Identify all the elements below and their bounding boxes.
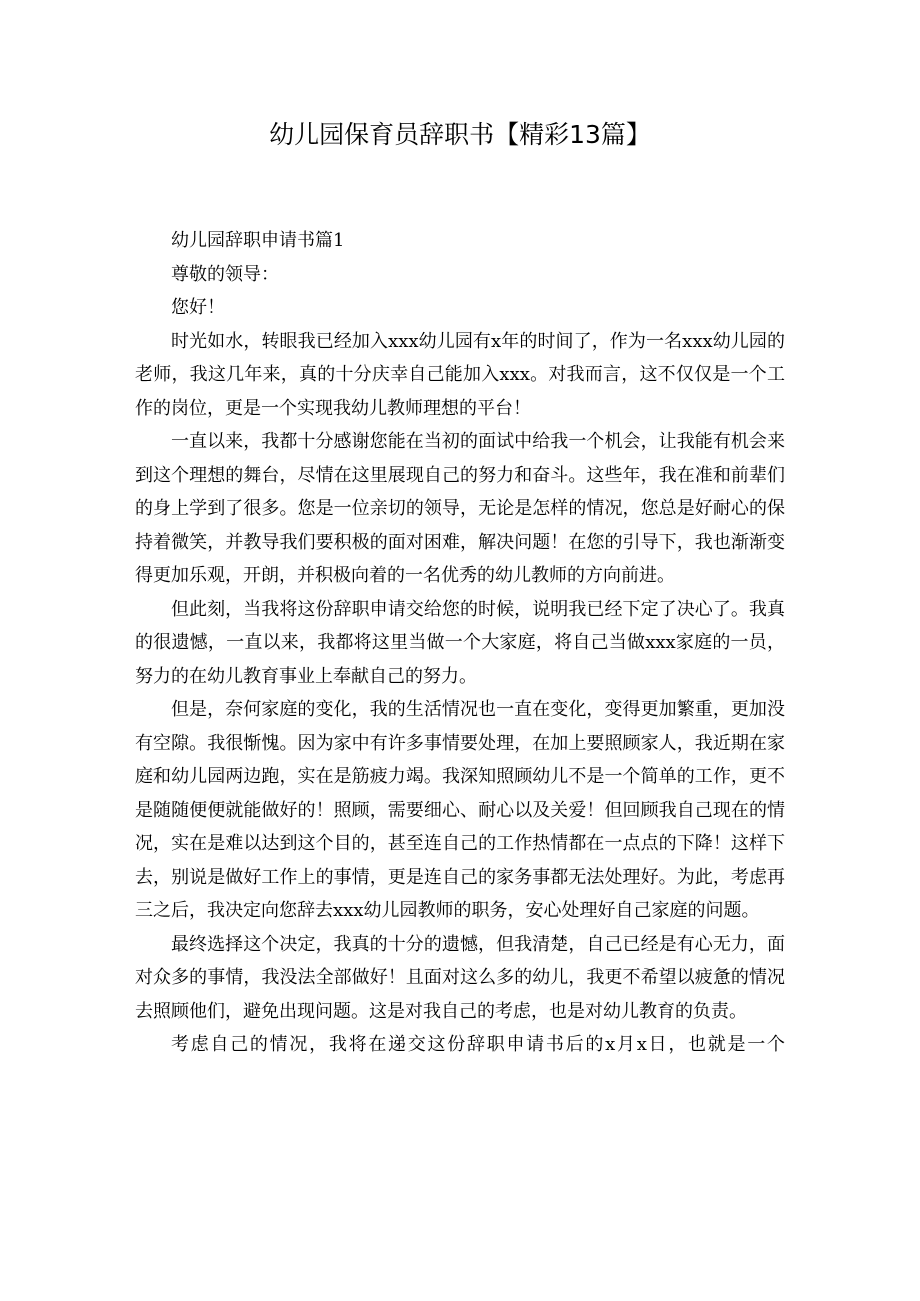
section-heading: 幼儿园辞职申请书篇1 xyxy=(171,230,345,251)
body-paragraph: 一直以来，我都十分感谢您能在当初的面试中给我一个机会，让我能有机会来到这个理想的舞台，尽情在这里展现自己的努力和奋斗。这些年，我在准和前辈们的身上学到了很多。您是一位亲切的领导，无论是怎样的情况，您总是好耐心的保持着微笑，并教导我们要积极的面对困难，解决问题！在您的引导下，我也渐渐变得更加乐观，开朗，并积极向着的一名优秀的幼儿教师的方向前进。 xyxy=(135,431,785,586)
body-paragraph: 但是，奈何家庭的变化，我的生活情况也一直在变化，变得更加繁重，更加没有空隙。我很惭愧。因为家中有许多事情要处理，在加上要照顾家人，我近期在家庭和幼儿园两边跑，实在是筋疲力竭。我深知照顾幼儿不是一个简单的工作，更不是随随便便就能做好的！照顾，需要细心、耐心以及关爱！但回顾我自己现在的情况，实在是难以达到这个目的，甚至连自己的工作热情都在一点点的下降！这样下去，别说是做好工作上的事情，更是连自己的家务事都无法处理好。为此，考虑再三之后，我决定向您辞去xxx幼儿园教师的职务，安心处理好自己家庭的问题。 xyxy=(135,699,785,921)
greeting: 您好！ xyxy=(171,297,225,318)
salutation: 尊敬的领导： xyxy=(171,263,279,285)
body-paragraph: 但此刻，当我将这份辞职申请交给您的时候，说明我已经下定了决心了。我真的很遗憾，一直以来，我都将这里当做一个大家庭，将自己当做xxx家庭的一员，努力的在幼儿教育事业上奉献自己的努力。 xyxy=(135,598,785,687)
document-title: 幼儿园保育员辞职书【精彩13篇】 xyxy=(269,120,651,149)
body-paragraph: 最终选择这个决定，我真的十分的遗憾，但我清楚，自己已经是有心无力，面对众多的事情，我没法全部做好！且面对这么多的幼儿，我更不希望以疲惫的情况去照顾他们，避免出现问题。这是对我自己的考虑，也是对幼儿教育的负责。 xyxy=(135,933,785,1022)
body-paragraph: 时光如水，转眼我已经加入xxx幼儿园有x年的时间了，作为一名xxx幼儿园的老师，我这几年来，真的十分庆幸自己能加入xxx。对我而言，这不仅仅是一个工作的岗位，更是一个实现我幼儿教师理想的平台！ xyxy=(135,330,785,419)
body-paragraph: 考虑自己的情况，我将在递交这份辞职申请书后的x月x日，也就是一个 xyxy=(171,1034,785,1055)
document-body xyxy=(135,224,785,1062)
